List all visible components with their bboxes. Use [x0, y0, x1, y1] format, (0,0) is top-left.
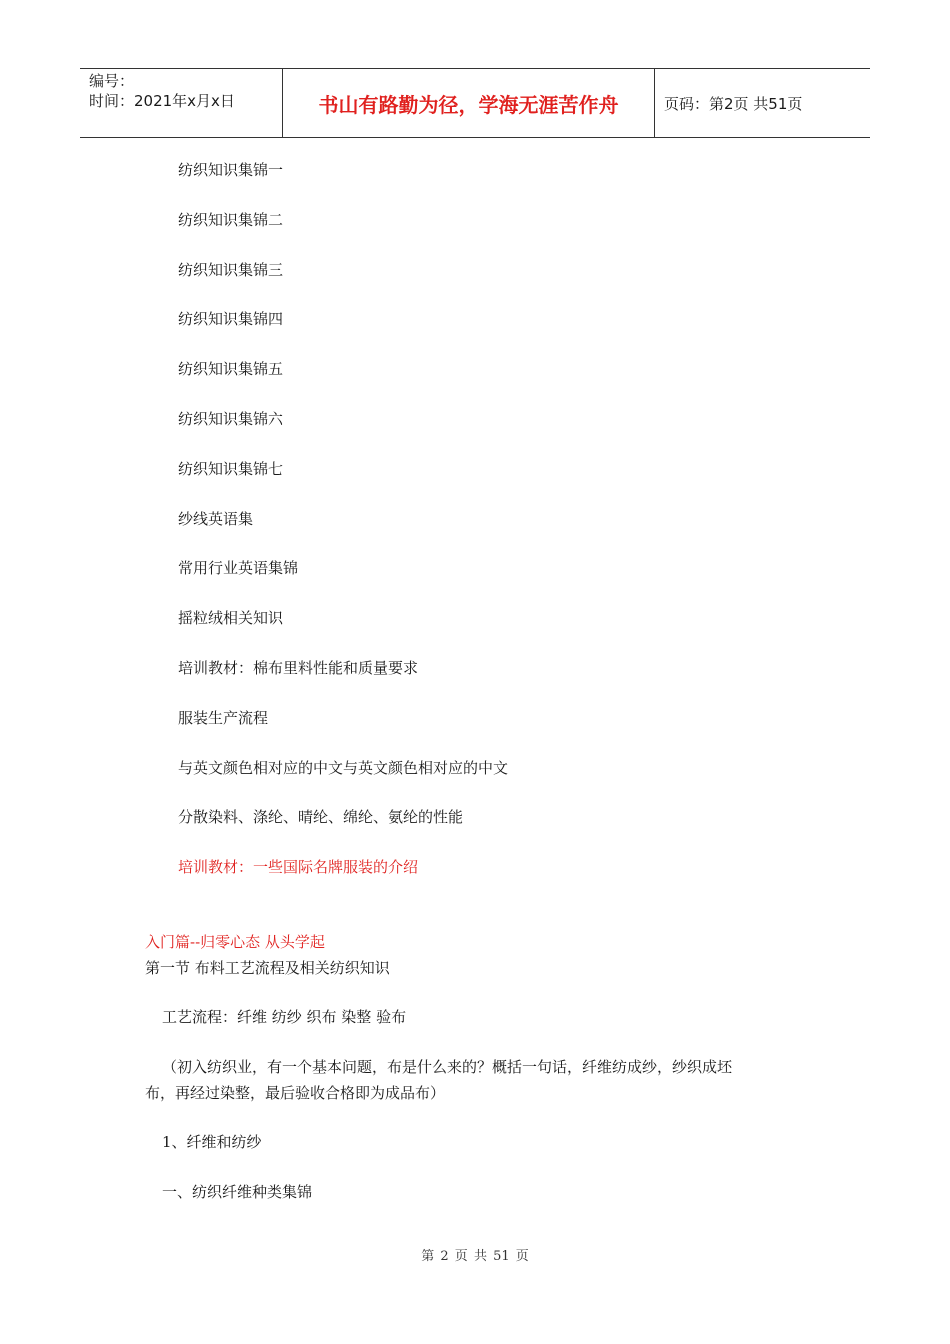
intro-paragraph-line: 布，再经过染整，最后验收合格即为成品布） [145, 1084, 446, 1102]
toc-item[interactable]: 纺织知识集锦五 [178, 360, 284, 379]
footer-total-word: 共 [473, 1249, 487, 1264]
toc-item[interactable]: 服装生产流程 [178, 708, 269, 727]
page-footer [0, 1245, 950, 1264]
section-title: 入门篇--归零心态 从头学起 [145, 933, 325, 951]
table-of-contents [178, 158, 508, 905]
header-motto: 书山有路勤为径，学海无涯苦作舟 [282, 69, 655, 137]
footer-page-num: 2 [440, 1249, 449, 1264]
toc-item[interactable]: 纺织知识集锦三 [178, 260, 284, 279]
toc-item[interactable]: 与英文颜色相对应的中文与英文颜色相对应的中文 [178, 758, 509, 777]
footer-total-unit: 页 [515, 1249, 529, 1264]
toc-item-link[interactable]: 培训教材：一些国际名牌服装的介绍 [178, 858, 419, 877]
toc-item[interactable]: 培训教材：棉布里料性能和质量要求 [178, 658, 419, 677]
time-label: 时间：2021年x月x日 [89, 92, 235, 110]
header-meta [80, 69, 282, 137]
intro-paragraph-line: （初入纺织业，有一个基本问题，布是什么来的？概括一句话，纤维纺成纱，纱织成坯 [162, 1058, 733, 1076]
footer-page-word: 第 [421, 1249, 435, 1264]
toc-item[interactable]: 纱线英语集 [178, 509, 254, 528]
chapter-title: 第一节 布料工艺流程及相关纺织知识 [145, 959, 390, 977]
toc-item[interactable]: 分散染料、涤纶、晴纶、绵纶、氨纶的性能 [178, 808, 464, 827]
number-label: 编号： [89, 72, 135, 90]
footer-page-unit: 页 [454, 1249, 468, 1264]
process-line: 工艺流程：纤维 纺纱 织布 染整 验布 [162, 1008, 407, 1026]
toc-item[interactable]: 纺织知识集锦四 [178, 310, 284, 329]
subheading-fiber-spinning: 1、纤维和纺纱 [162, 1133, 262, 1151]
subheading-fiber-types: 一、纺织纤维种类集锦 [162, 1183, 313, 1201]
header-page-info: 页码：第2页 共51页 [664, 94, 803, 113]
toc-item[interactable]: 纺织知识集锦七 [178, 459, 284, 478]
toc-item[interactable]: 纺织知识集锦六 [178, 409, 284, 428]
toc-item[interactable]: 摇粒绒相关知识 [178, 609, 284, 628]
footer-total-num: 51 [493, 1249, 510, 1264]
page-header [80, 68, 870, 138]
toc-item[interactable]: 常用行业英语集锦 [178, 559, 299, 578]
toc-item[interactable]: 纺织知识集锦二 [178, 210, 284, 229]
toc-item[interactable]: 纺织知识集锦一 [178, 161, 284, 179]
